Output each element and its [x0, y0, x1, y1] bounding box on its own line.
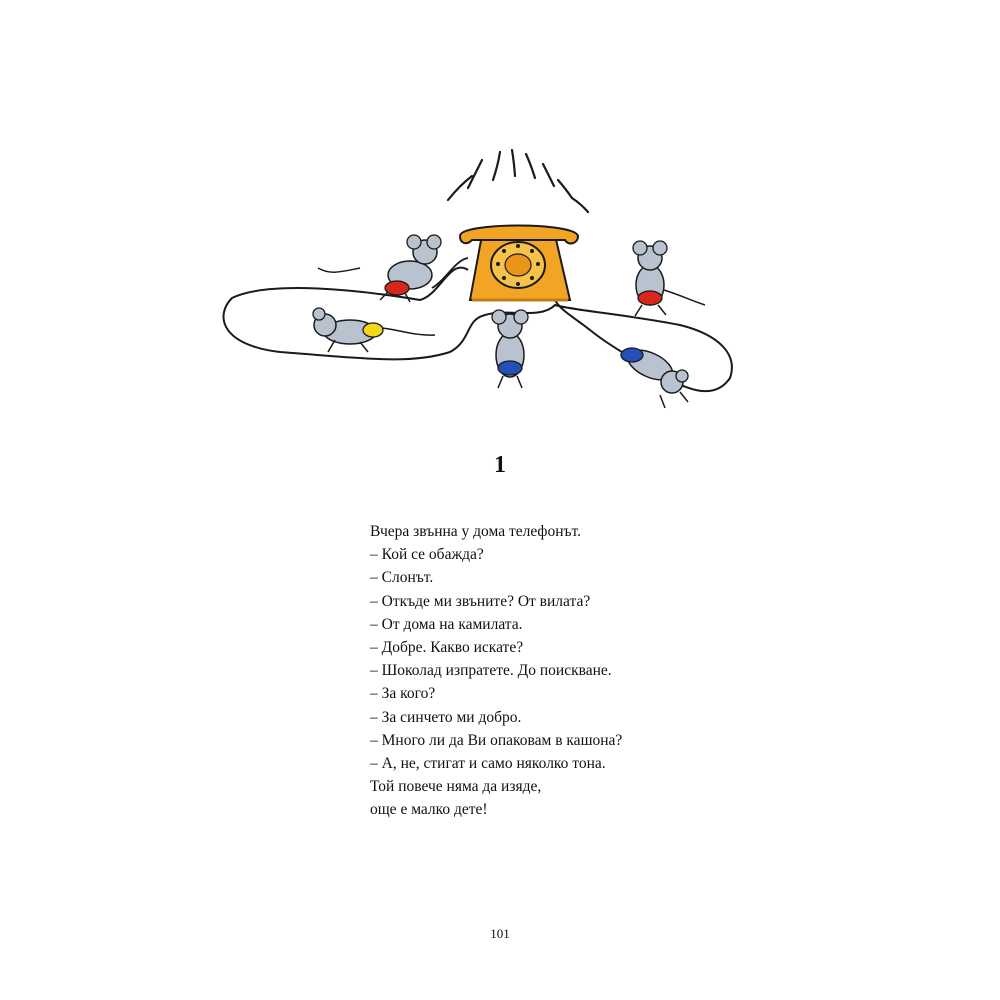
poem-line: – Шоколад изпратете. До поискване. [370, 662, 612, 680]
poem-line: – От дома на камилата. [370, 615, 523, 633]
mouse-red-shorts-left [318, 235, 441, 302]
mouse-red-shorts-right [633, 241, 705, 316]
poem-line: – А, не, стигат и само няколко тона. [370, 755, 606, 773]
poem-text [370, 520, 790, 822]
poem-line: – За кого? [370, 685, 436, 703]
ringing-lines-icon [448, 150, 588, 212]
poem-line: – Много ли да Ви опаковам в кашона? [370, 731, 623, 749]
poem-line: – За синчето ми добро. [370, 708, 522, 726]
poem-line: Той повече няма да изяде, [370, 778, 542, 796]
mouse-blue-shorts-right [621, 344, 688, 408]
poem-line: още е малко дете! [370, 801, 488, 819]
poem-line: – Слонът. [370, 569, 434, 587]
poem-line: – Кой се обажда? [370, 546, 484, 564]
poem-line: – Добре. Какво искате? [370, 639, 524, 657]
telephone-mice-illustration [210, 140, 770, 430]
mouse-yellow-shorts [313, 308, 435, 352]
mouse-blue-shorts-center [492, 310, 528, 388]
telephone-icon [460, 226, 578, 301]
page-number: 101 [490, 926, 510, 941]
poem-line: Вчера звънна у дома телефонът. [370, 523, 582, 540]
poem-line: – Откъде ми звъните? От вилата? [370, 592, 591, 610]
chapter-number: 1 [494, 452, 506, 478]
